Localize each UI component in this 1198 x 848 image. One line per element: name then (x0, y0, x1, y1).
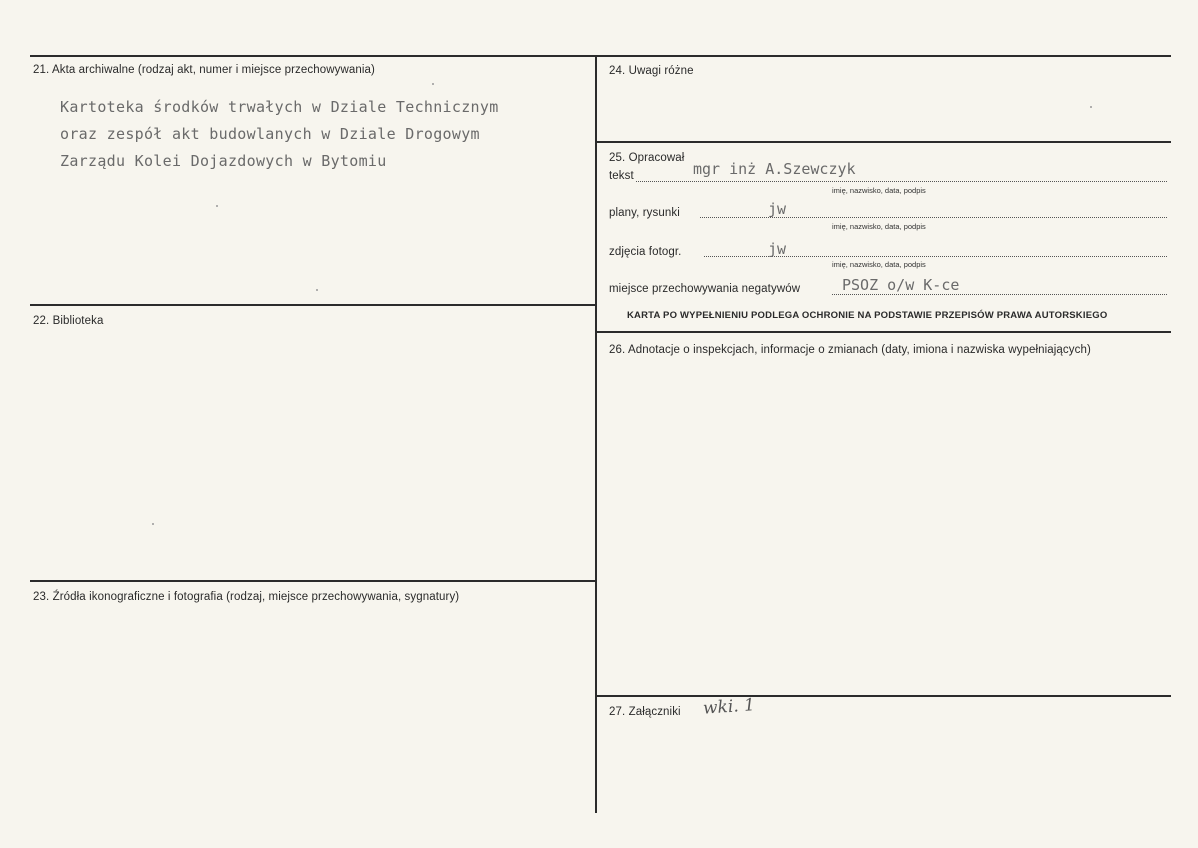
field-21-line-2: oraz zespół akt budowlanych w Dziale Drogowym (60, 125, 480, 143)
field-27-value: wki. 1 (702, 695, 756, 719)
field-23-label: 23. Źródła ikonograficzne i fotografia (rodzaj, miejsce przechowywania, sygnatury) (33, 591, 460, 603)
field-25-negatives-line (832, 294, 1167, 295)
field-21-label: 21. Akta archiwalne (rodzaj akt, numer i miejsce przechowywania) (33, 64, 375, 76)
field-25-negatives-value: PSOZ o/w K-ce (842, 276, 960, 294)
paper-speck (216, 205, 218, 207)
paper-speck (1090, 106, 1092, 108)
field-21-line-3: Zarządu Kolei Dojazdowych w Bytomiu (60, 152, 387, 170)
divider-21-22 (30, 304, 596, 306)
paper-speck (152, 523, 154, 525)
field-25-photos-value: jw (768, 240, 787, 258)
field-25-photos-caption: imię, nazwisko, data, podpis (832, 260, 926, 269)
paper-speck (432, 83, 434, 85)
divider-22-23 (30, 580, 596, 582)
field-27-label: 27. Załączniki (609, 706, 681, 718)
field-25-text-line (636, 181, 1167, 182)
copyright-note: KARTA PO WYPEŁNIENIU PODLEGA OCHRONIE NA PODSTAWIE PRZEPISÓW PRAWA AUTORSKIEGO (627, 310, 1108, 321)
field-25-negatives-label: miejsce przechowywania negatywów (609, 283, 801, 295)
field-25-text-label: tekst (609, 170, 634, 182)
field-25-text-caption: imię, nazwisko, data, podpis (832, 186, 926, 195)
divider-24-25 (596, 141, 1171, 143)
field-24-label: 24. Uwagi różne (609, 65, 694, 77)
field-25-photos-label: zdjęcia fotogr. (609, 246, 682, 258)
field-25-plans-value: jw (768, 200, 787, 218)
center-divider (595, 55, 597, 813)
field-25-text-value: mgr inż A.Szewczyk (693, 160, 856, 178)
divider-26-27 (596, 695, 1171, 697)
field-22-label: 22. Biblioteka (33, 315, 104, 327)
field-26-label: 26. Adnotacje o inspekcjach, informacje o zmianach (daty, imiona i nazwiska wypełniających) (609, 344, 1091, 356)
divider-25-26 (596, 331, 1171, 333)
top-border (30, 55, 1171, 57)
paper-speck (316, 289, 318, 291)
field-21-line-1: Kartoteka środków trwałych w Dziale Technicznym (60, 98, 499, 116)
field-25-plans-label: plany, rysunki (609, 207, 680, 219)
field-25-label: 25. Opracował (609, 152, 685, 164)
field-25-plans-caption: imię, nazwisko, data, podpis (832, 222, 926, 231)
field-21-value (60, 94, 499, 175)
